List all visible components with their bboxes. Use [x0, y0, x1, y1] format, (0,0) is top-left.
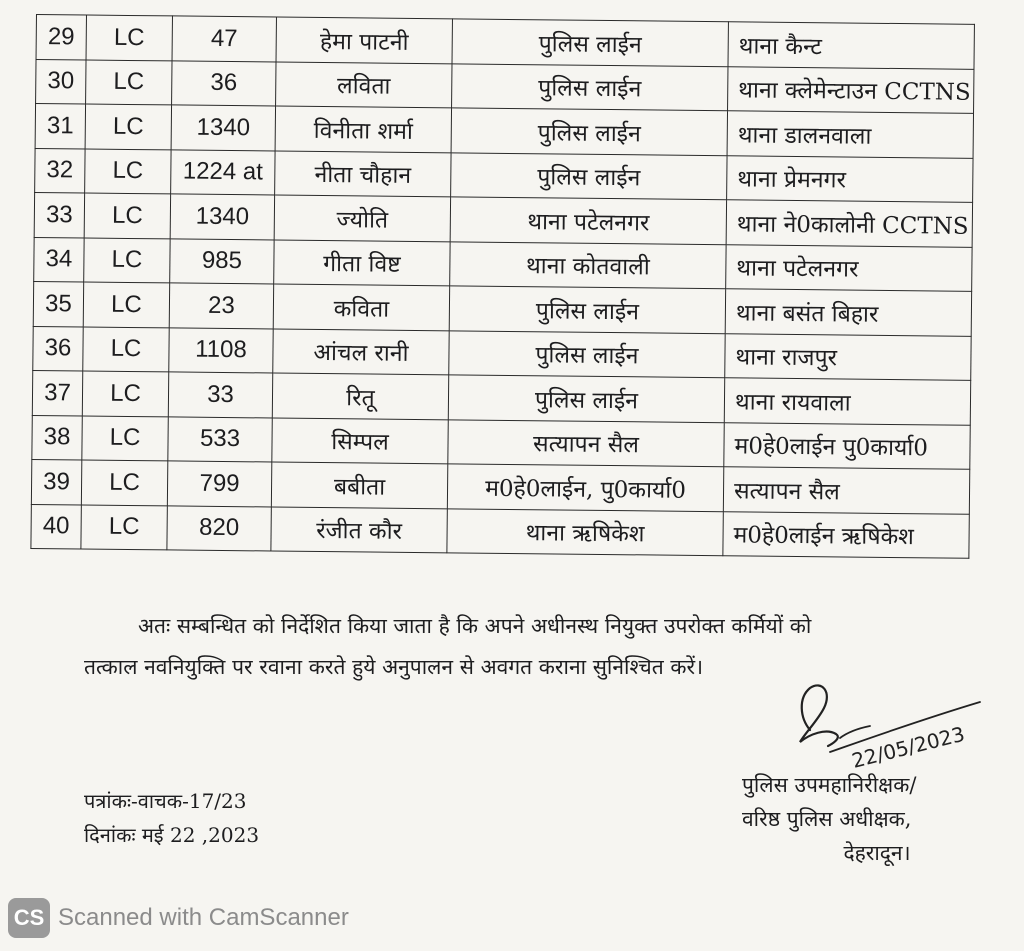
name-cell: नीता चौहान [275, 151, 451, 197]
serial-number-cell: 30 [36, 59, 86, 104]
designation-line-2: वरिष्ठ पुलिस अधीक्षक, [742, 807, 912, 831]
letter-number: पत्रांकः-वाचक-17/23 [84, 789, 247, 813]
name-cell: कविता [273, 284, 449, 330]
serial-number-cell: 33 [34, 192, 84, 237]
name-cell: विनीता शर्मा [275, 106, 451, 152]
name-cell: हेमा पाटनी [276, 17, 452, 63]
rank-cell: LC [85, 104, 171, 149]
to-posting-cell: म0हे0लाईन ऋषिकेश [723, 511, 969, 558]
to-posting-cell: थाना राजपुर [725, 333, 971, 380]
to-posting-cell: थाना रायवाला [724, 378, 970, 425]
rank-cell: LC [83, 282, 169, 327]
signatory-city: देहरादून। [843, 841, 911, 865]
badge-number-cell: 533 [168, 416, 272, 462]
rank-cell: LC [84, 238, 170, 283]
transfer-table [30, 14, 975, 559]
serial-number-cell: 31 [35, 104, 85, 149]
rank-cell: LC [86, 15, 172, 60]
name-cell: लविता [276, 62, 452, 108]
from-posting-cell: पुलिस लाईन [451, 152, 727, 199]
serial-number-cell: 32 [35, 148, 85, 193]
rank-cell: LC [81, 460, 167, 505]
rank-cell: LC [86, 60, 172, 105]
table-row [31, 504, 969, 558]
to-posting-cell: सत्यापन सैल [723, 467, 969, 514]
signature-scribble [770, 668, 1000, 778]
rank-cell: LC [83, 327, 169, 372]
camscanner-watermark [8, 896, 349, 940]
to-posting-cell: म0हे0लाईन पु0कार्या0 [724, 422, 970, 469]
signatory-block [742, 768, 982, 870]
serial-number-cell: 35 [33, 281, 83, 326]
camscanner-logo-icon: CS [8, 898, 50, 938]
to-posting-cell: थाना ने0कालोनी CCTNS [726, 200, 972, 247]
from-posting-cell: थाना पटेलनगर [450, 197, 726, 244]
name-cell: रंजीत कौर [271, 506, 447, 552]
badge-number-cell: 820 [167, 505, 271, 551]
name-cell: आंचल रानी [273, 329, 449, 375]
badge-number-cell: 23 [169, 283, 273, 329]
serial-number-cell: 40 [31, 504, 81, 549]
to-posting-cell: थाना पटेलनगर [726, 244, 972, 291]
order-line-1: अतः सम्बन्धित को निर्देशित किया जाता है कि अपने अधीनस्थ नियुक्त उपरोक्त कर्मियों को [138, 614, 812, 638]
rank-cell: LC [84, 193, 170, 238]
serial-number-cell: 36 [33, 326, 83, 371]
from-posting-cell: पुलिस लाईन [452, 19, 728, 66]
from-posting-cell: पुलिस लाईन [451, 108, 727, 155]
signature-date: 22/05/2023 [849, 721, 968, 773]
from-posting-cell: थाना कोतवाली [450, 241, 726, 288]
rank-cell: LC [82, 371, 168, 416]
serial-number-cell: 38 [32, 415, 82, 460]
from-posting-cell: पुलिस लाईन [452, 63, 728, 110]
serial-number-cell: 29 [36, 15, 86, 60]
transfer-table-body [31, 15, 975, 559]
from-posting-cell: पुलिस लाईन [449, 286, 725, 333]
badge-number-cell: 33 [168, 372, 272, 418]
serial-number-cell: 34 [34, 237, 84, 282]
name-cell: ज्योति [274, 195, 450, 241]
serial-number-cell: 39 [31, 459, 81, 504]
badge-number-cell: 1108 [169, 327, 273, 373]
from-posting-cell: पुलिस लाईन [449, 330, 725, 377]
from-posting-cell: थाना ऋषिकेश [447, 508, 723, 555]
badge-number-cell: 1340 [170, 194, 274, 240]
badge-number-cell: 799 [167, 461, 271, 507]
to-posting-cell: थाना क्लेमेन्टाउन CCTNS [728, 66, 974, 113]
to-posting-cell: थाना डालनवाला [727, 111, 973, 158]
from-posting-cell: म0हे0लाईन, पु0कार्या0 [447, 464, 723, 511]
name-cell: बबीता [271, 462, 447, 508]
rank-cell: LC [81, 505, 167, 550]
designation-line-1: पुलिस उपमहानिरीक्षक/ [742, 773, 917, 797]
rank-cell: LC [85, 149, 171, 194]
letter-date: दिनांकः मई 22 ,2023 [84, 823, 260, 847]
name-cell: गीता विष्ट [274, 240, 450, 286]
badge-number-cell: 985 [170, 238, 274, 284]
watermark-text: Scanned with CamScanner [58, 904, 349, 931]
badge-number-cell: 36 [172, 60, 276, 106]
order-line-2: तत्काल नवनियुक्ति पर रवाना करते हुये अनुपालन से अवगत कराना सुनिश्चित करें। [84, 655, 704, 679]
reference-block [84, 784, 259, 852]
to-posting-cell: थाना बसंत बिहार [725, 289, 971, 336]
rank-cell: LC [82, 416, 168, 461]
badge-number-cell: 1340 [171, 105, 275, 151]
to-posting-cell: थाना कैन्ट [728, 22, 974, 69]
name-cell: रितू [272, 373, 448, 419]
to-posting-cell: थाना प्रेमनगर [727, 155, 973, 202]
from-posting-cell: सत्यापन सैल [448, 419, 724, 466]
name-cell: सिम्पल [272, 417, 448, 463]
from-posting-cell: पुलिस लाईन [448, 375, 724, 422]
badge-number-cell: 1224 at [171, 149, 275, 195]
serial-number-cell: 37 [32, 370, 82, 415]
badge-number-cell: 47 [172, 16, 276, 62]
